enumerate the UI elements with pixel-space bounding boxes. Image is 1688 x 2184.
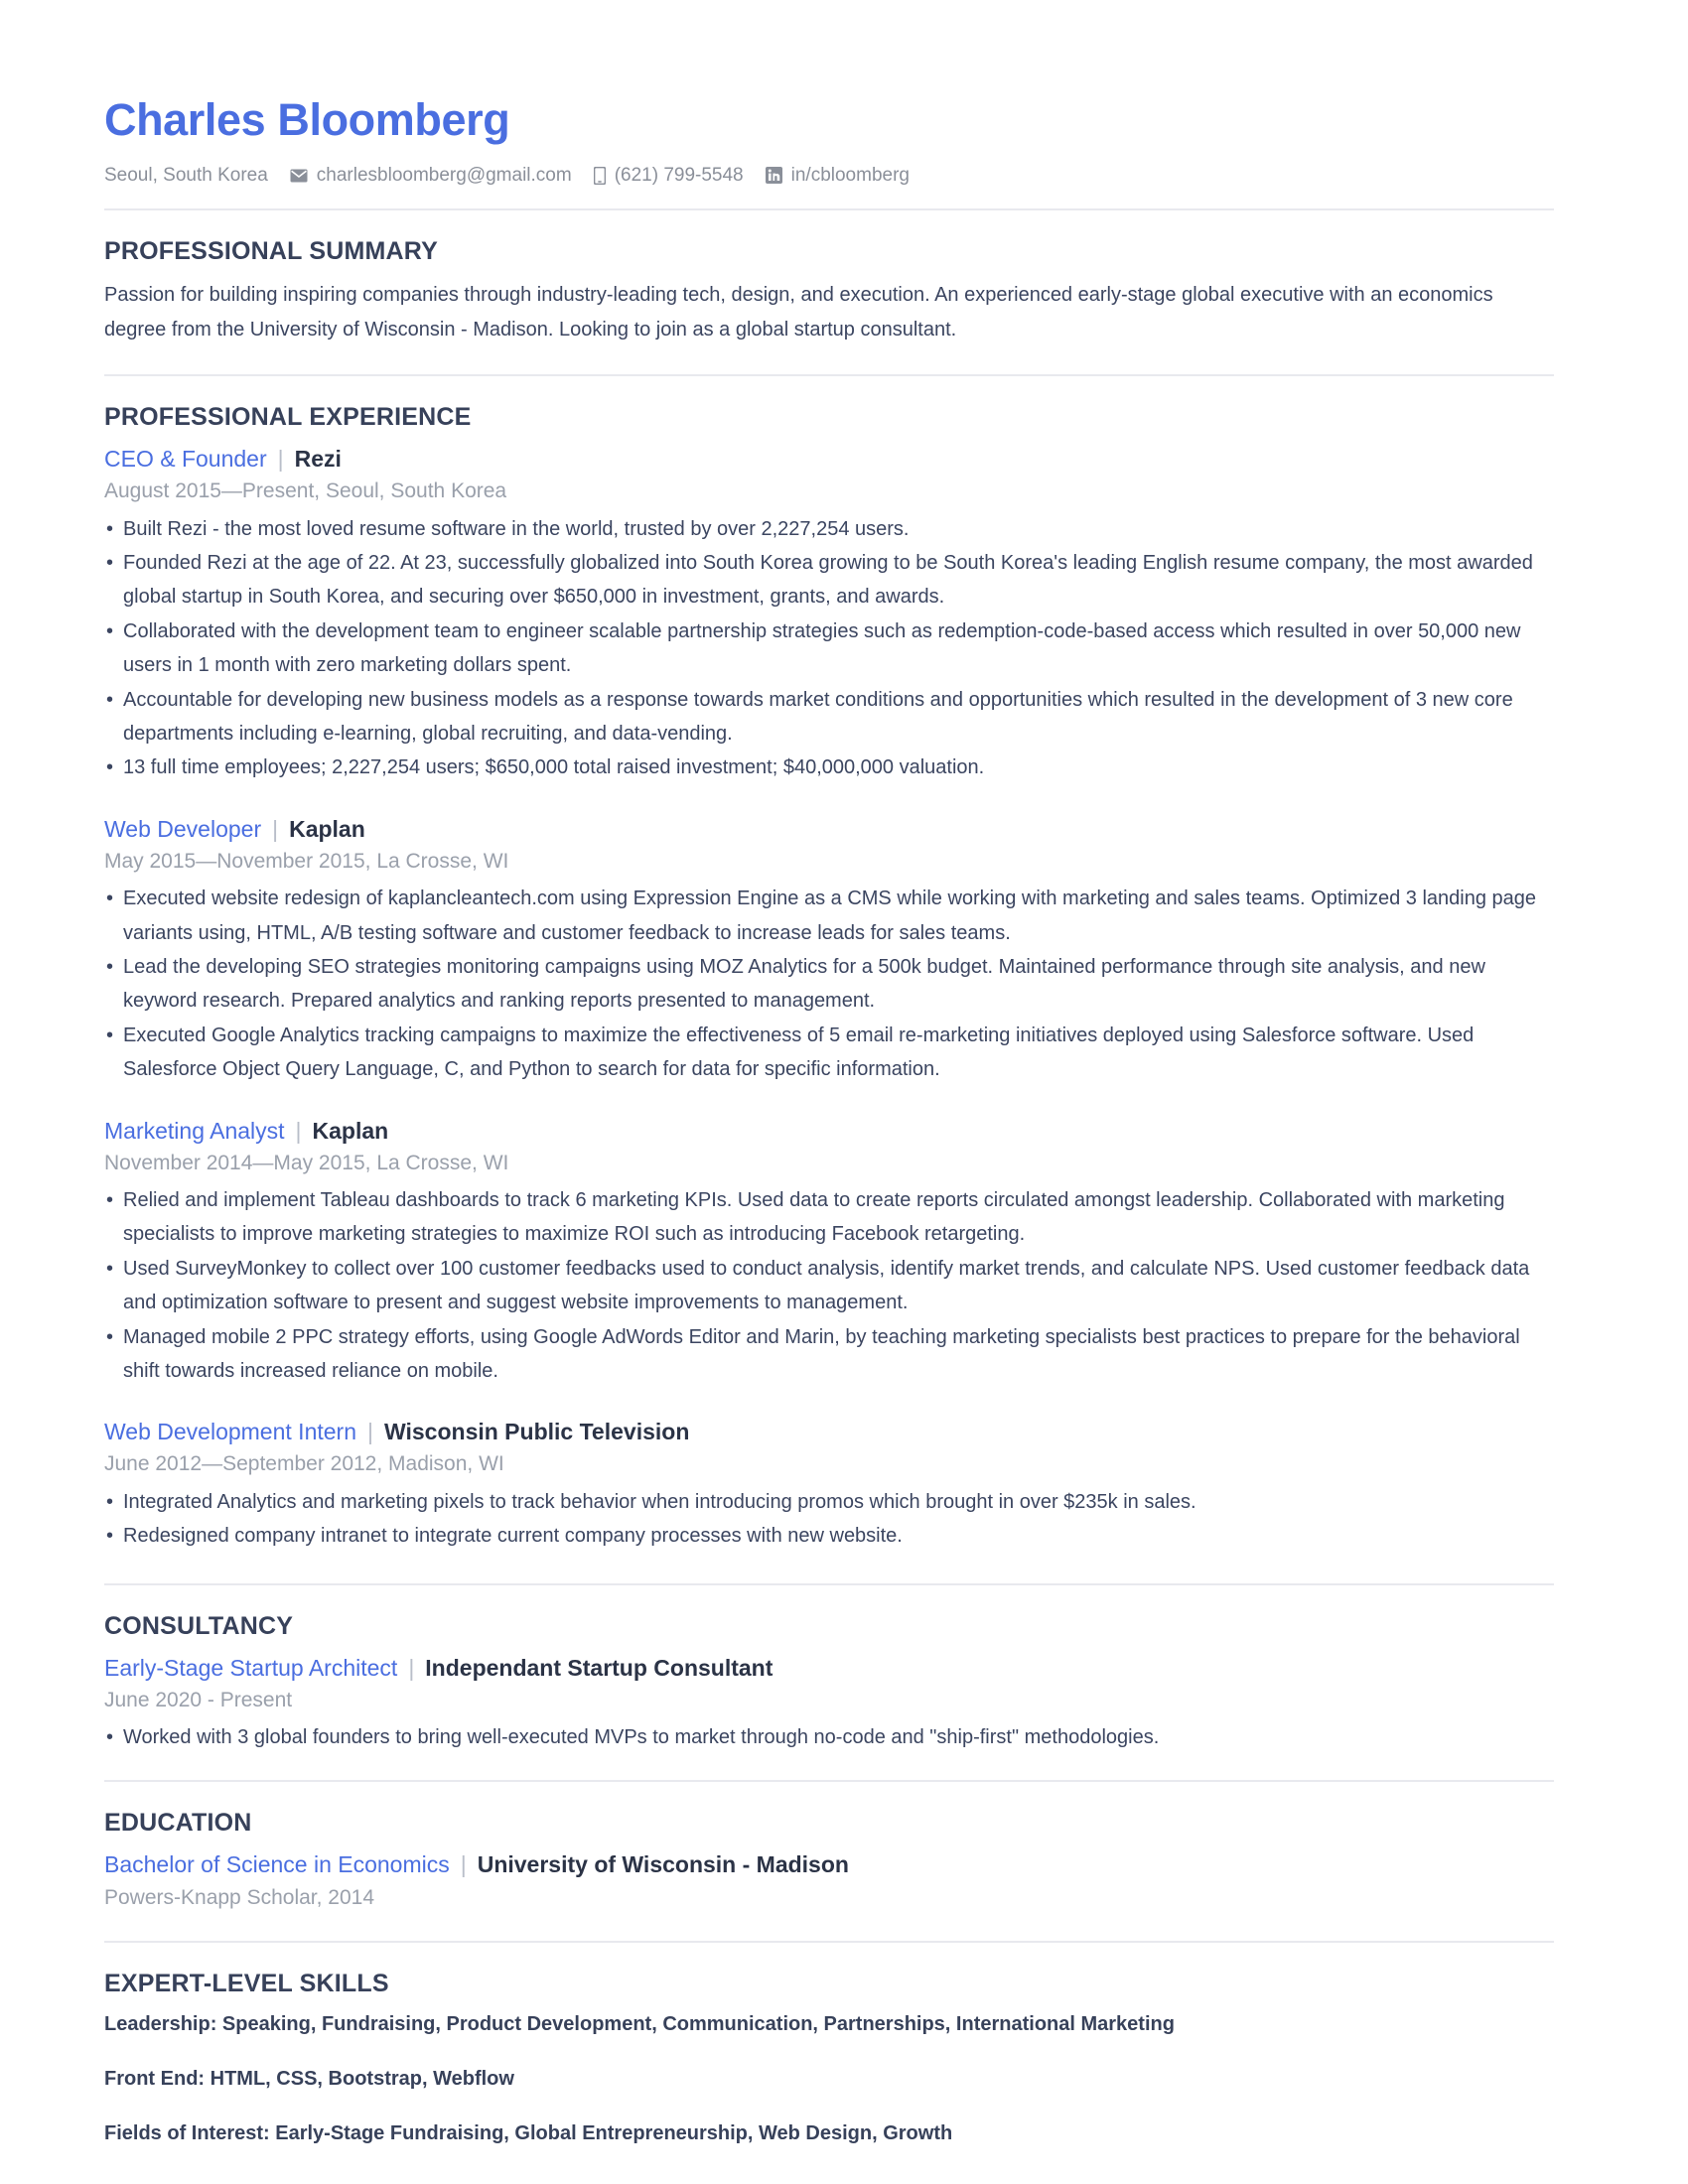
job-entry bbox=[104, 444, 1554, 785]
job-title: Web Development Intern bbox=[104, 1419, 356, 1445]
consultancy-separator: | bbox=[408, 1654, 415, 1681]
job-meta: August 2015—Present, Seoul, South Korea bbox=[104, 479, 507, 503]
job-title: Marketing Analyst bbox=[104, 1117, 285, 1144]
section-expert-level-skills bbox=[104, 1969, 1554, 2148]
job-heading bbox=[104, 1116, 1554, 1147]
education-separator: | bbox=[460, 1851, 467, 1878]
job-entry bbox=[104, 814, 1554, 1087]
linkedin-icon bbox=[766, 167, 782, 184]
job-heading bbox=[104, 814, 1554, 845]
job-bullet: • Redesigned company intranet to integrate current company processes with new website. bbox=[104, 1519, 1554, 1553]
job-bullet: • Accountable for developing new business models as a response towards market conditions and opportunities which resulted in the development of 3 new core departments including e-learning, global recruiting, and data-vending. bbox=[104, 683, 1554, 751]
section-education bbox=[104, 1808, 1554, 1912]
divider-after-summary bbox=[104, 374, 1554, 376]
contact-linkedin-text: in/cbloomberg bbox=[790, 164, 910, 186]
job-bullet: • Executed Google Analytics tracking campaigns to maximize the effectiveness of 5 email re-marketing initiatives deployed using Salesforce software. Used Salesforce Object Query Language, C, and Python to search for data for specific information. bbox=[104, 1019, 1554, 1087]
job-separator: | bbox=[367, 1419, 373, 1445]
job-bullet-list bbox=[104, 882, 1554, 1086]
contact-location bbox=[104, 165, 268, 188]
skills-list bbox=[104, 2010, 1554, 2148]
job-bullet: • Lead the developing SEO strategies monitoring campaigns using MOZ Analytics for a 500k budget. Maintained performance through site analysis, and new keyword research. Prepared analytics and ranking reports presented to management. bbox=[104, 950, 1554, 1019]
envelope-icon bbox=[290, 169, 308, 183]
resume-header bbox=[104, 95, 1554, 187]
section-title-summary: PROFESSIONAL SUMMARY bbox=[104, 237, 438, 266]
mobile-phone-icon bbox=[594, 167, 606, 185]
job-bullet-list bbox=[104, 1485, 1554, 1554]
skill-line: Leadership: Speaking, Fundraising, Product Development, Communication, Partnerships, International Marketing bbox=[104, 2012, 1175, 2035]
section-title-skills: EXPERT-LEVEL SKILLS bbox=[104, 1969, 389, 1997]
resume-document bbox=[104, 0, 1554, 2148]
consultancy-heading bbox=[104, 1653, 1554, 1684]
consultancy-entry bbox=[104, 1653, 1554, 1755]
job-bullet: • Executed website redesign of kaplancleantech.com using Expression Engine as a CMS while working with marketing and sales teams. Optimized 3 landing page variants using, HTML, A/B testing software and customer feedback to increase leads for sales teams. bbox=[104, 882, 1554, 950]
job-separator: | bbox=[272, 815, 279, 842]
job-company: Kaplan bbox=[289, 815, 365, 842]
consultancy-bullet-list bbox=[104, 1720, 1554, 1754]
skill-line: Front End: HTML, CSS, Bootstrap, Webflow bbox=[104, 2067, 514, 2090]
education-degree: Bachelor of Science in Economics bbox=[104, 1851, 450, 1878]
divider-after-experience bbox=[104, 1583, 1554, 1585]
candidate-name: Charles Bloomberg bbox=[104, 94, 510, 145]
job-company: Wisconsin Public Television bbox=[383, 1419, 690, 1445]
contact-linkedin[interactable] bbox=[766, 165, 910, 188]
job-meta: November 2014—May 2015, La Crosse, WI bbox=[104, 1151, 509, 1174]
contact-phone[interactable] bbox=[594, 165, 744, 188]
job-bullet: • Built Rezi - the most loved resume software in the world, trusted by over 2,227,254 users. bbox=[104, 512, 1554, 546]
consultancy-bullet: • Worked with 3 global founders to bring well-executed MVPs to market through no-code and "ship-first" methodologies. bbox=[104, 1720, 1554, 1754]
section-professional-summary bbox=[104, 236, 1554, 346]
job-entry bbox=[104, 1417, 1554, 1553]
job-bullet: • Used SurveyMonkey to collect over 100 customer feedbacks used to conduct analysis, identify market trends, and calculate NPS. Used customer feedback data and optimization software to present and suggest website improvements to management. bbox=[104, 1252, 1554, 1320]
contact-phone-text: (621) 799-5548 bbox=[614, 164, 744, 186]
divider-after-consultancy bbox=[104, 1780, 1554, 1782]
summary-text: Passion for building inspiring companies through industry-leading tech, design, and execution. An experienced early-stage global executive with an economics degree from the University of Wisconsin - Madison. Looking to join as a global startup consultant. bbox=[104, 284, 1493, 341]
experience-job-list bbox=[104, 444, 1554, 1554]
contact-email[interactable] bbox=[290, 165, 572, 188]
skill-line: Fields of Interest: Early-Stage Fundraising, Global Entrepreneurship, Web Design, Growth bbox=[104, 2121, 953, 2144]
education-entry bbox=[104, 1849, 1554, 1912]
consultancy-company: Independant Startup Consultant bbox=[425, 1654, 774, 1681]
job-bullet: • Collaborated with the development team to engineer scalable partnership strategies such as redemption-code-based access which resulted in over 50,000 new users in 1 month with zero marketing dollars spent. bbox=[104, 614, 1554, 683]
consultancy-title: Early-Stage Startup Architect bbox=[104, 1654, 398, 1681]
job-entry bbox=[104, 1116, 1554, 1389]
contact-row bbox=[104, 165, 1554, 188]
job-bullet-list bbox=[104, 512, 1554, 785]
education-meta: Powers-Knapp Scholar, 2014 bbox=[104, 1885, 375, 1909]
job-company: Rezi bbox=[294, 446, 342, 473]
job-bullet: • 13 full time employees; 2,227,254 users; $650,000 total raised investment; $40,000,000 valuation. bbox=[104, 751, 1554, 784]
education-school: University of Wisconsin - Madison bbox=[477, 1851, 849, 1878]
contact-email-text: charlesbloomberg@gmail.com bbox=[316, 164, 572, 186]
job-heading bbox=[104, 1417, 1554, 1447]
job-separator: | bbox=[295, 1117, 302, 1144]
job-bullet: • Relied and implement Tableau dashboards to track 6 marketing KPIs. Used data to create reports circulated amongst leadership. Collaborated with marketing specialists to improve marketing strategies to maximize ROI such as introducing Facebook retargeting. bbox=[104, 1183, 1554, 1252]
divider-after-education bbox=[104, 1941, 1554, 1943]
divider-after-header bbox=[104, 208, 1554, 210]
job-bullet: • Managed mobile 2 PPC strategy efforts, using Google AdWords Editor and Marin, by teaching marketing specialists best practices to prepare for the behavioral shift towards increased reliance on mobile. bbox=[104, 1320, 1554, 1389]
section-title-education: EDUCATION bbox=[104, 1809, 252, 1838]
job-heading bbox=[104, 444, 1554, 475]
job-company: Kaplan bbox=[312, 1117, 389, 1144]
section-consultancy bbox=[104, 1611, 1554, 1755]
section-title-consultancy: CONSULTANCY bbox=[104, 1611, 294, 1640]
job-separator: | bbox=[277, 446, 284, 473]
education-heading bbox=[104, 1849, 1554, 1880]
job-bullet: • Integrated Analytics and marketing pixels to track behavior when introducing promos which brought in over $235k in sales. bbox=[104, 1485, 1554, 1519]
section-title-experience: PROFESSIONAL EXPERIENCE bbox=[104, 403, 472, 432]
section-professional-experience bbox=[104, 402, 1554, 1554]
job-title: CEO & Founder bbox=[104, 446, 267, 473]
job-meta: May 2015—November 2015, La Crosse, WI bbox=[104, 849, 509, 873]
job-meta: June 2012—September 2012, Madison, WI bbox=[104, 1452, 504, 1476]
job-bullet-list bbox=[104, 1183, 1554, 1388]
consultancy-meta: June 2020 - Present bbox=[104, 1688, 293, 1711]
job-title: Web Developer bbox=[104, 815, 262, 842]
contact-location-text: Seoul, South Korea bbox=[104, 164, 268, 186]
job-bullet: • Founded Rezi at the age of 22. At 23, successfully globalized into South Korea growing to be South Korea's leading English resume company, the most awarded global startup in South Korea, and securing over $650,000 in investment, grants, and awards. bbox=[104, 546, 1554, 614]
